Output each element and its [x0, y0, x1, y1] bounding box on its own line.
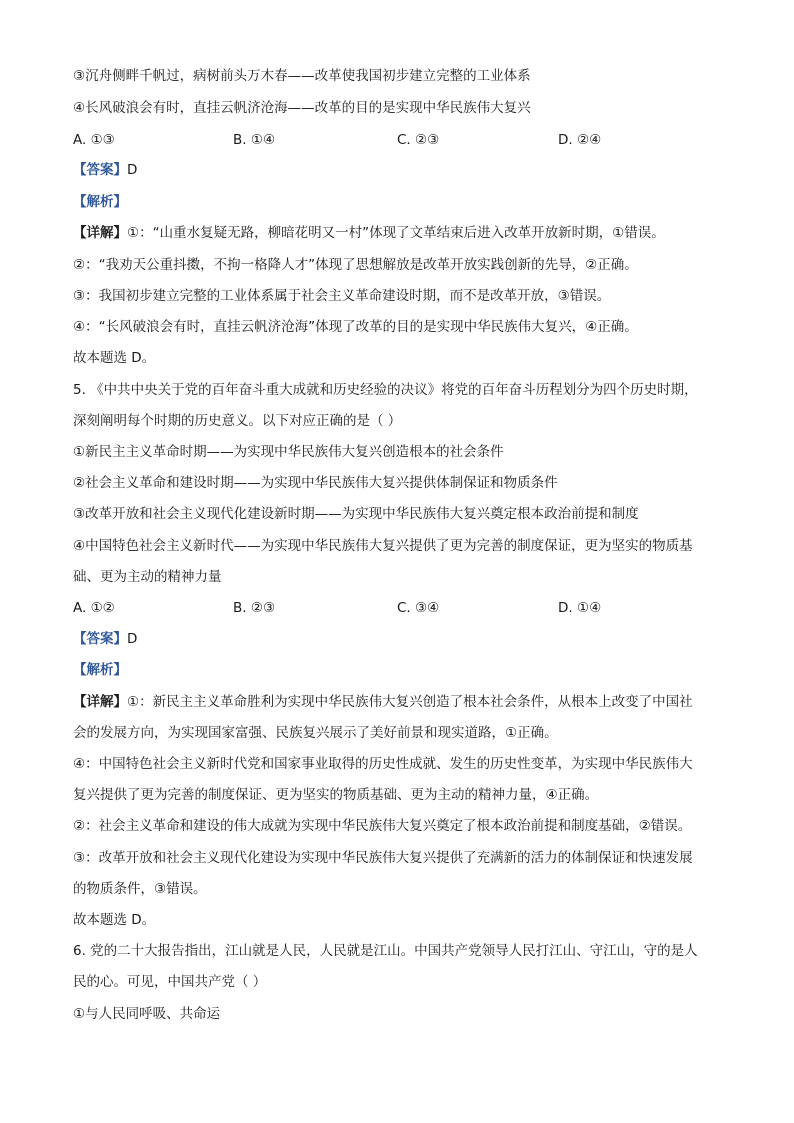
q5-stem-line-2: 深刻阐明每个时期的历史意义。以下对应正确的是（ ） — [73, 413, 402, 429]
q5-detail-3: ④：中国特色社会主义新时代党和国家事业取得的历史性成就、发生的历史性变革，为实现中华民族伟大 — [73, 756, 693, 772]
q5-detail-7: 的物质条件，③错误。 — [73, 881, 207, 897]
q5-detail-6: ③：改革开放和社会主义现代化建设为实现中华民族伟大复兴提供了充满新的活力的体制保证和快速发展 — [73, 850, 693, 866]
q6-stem-line-2: 民的心。可见，中国共产党（ ） — [73, 974, 267, 990]
q5-option-a: A. ①② — [73, 600, 115, 616]
q5-option-c: C. ③④ — [397, 600, 440, 616]
q4-detail-4: ④：“长风破浪会有时，直挂云帆济沧海”体现了改革的目的是实现中华民族伟大复兴，④正确。 — [73, 319, 638, 335]
q6-stem-line-1: 6. 党的二十大报告指出，江山就是人民，人民就是江山。中国共产党领导人民打江山、守江山，守的是人 — [73, 943, 698, 959]
q5-detail-1 — [73, 693, 733, 711]
q5-detail-4: 复兴提供了更为完善的制度保证、更为坚实的物质基础、更为主动的精神力量，④正确。 — [73, 787, 599, 803]
q4-answer — [73, 161, 733, 179]
q5-answer-value: D — [127, 631, 138, 647]
q5-detail-text-1: ①：新民主主义革命胜利为实现中华民族伟大复兴创造了根本社会条件，从根本上改变了中国社 — [127, 694, 693, 710]
q5-analysis-label: 【解析】 — [73, 662, 127, 678]
q5-answer-tag: 【答案】 — [73, 631, 127, 647]
q4-item-3: ③沉舟侧畔千帆过，病树前头万木春——改革使我国初步建立完整的工业体系 — [73, 68, 531, 84]
q4-item-4: ④长风破浪会有时，直挂云帆济沧海——改革的目的是实现中华民族伟大复兴 — [73, 100, 531, 116]
q5-item-2: ②社会主义革命和建设时期——为实现中华民族伟大复兴提供体制保证和物质条件 — [73, 475, 558, 491]
q4-option-d: D. ②④ — [558, 132, 602, 148]
q5-option-d: D. ①④ — [558, 600, 602, 616]
q5-item-4-line-1: ④中国特色社会主义新时代——为实现中华民族伟大复兴提供了更为完善的制度保证，更为坚实的物质基 — [73, 538, 693, 554]
q5-stem-line-1: 5. 《中共中央关于党的百年奋斗重大成就和历史经验的决议》将党的百年奋斗历程划分为四个历史时期， — [73, 382, 698, 398]
q4-conclusion: 故本题选 D。 — [73, 350, 156, 366]
q4-option-a: A. ①③ — [73, 132, 115, 148]
q4-detail-1 — [73, 224, 733, 242]
q4-option-b: B. ①④ — [233, 132, 276, 148]
q4-detail-3: ③：我国初步建立完整的工业体系属于社会主义革命建设时期，而不是改革开放，③错误。 — [73, 288, 611, 304]
q5-detail-5: ②：社会主义革命和建设的伟大成就为实现中华民族伟大复兴奠定了根本政治前提和制度基础，②错误。 — [73, 818, 692, 834]
q6-item-1: ①与人民同呼吸、共命运 — [73, 1006, 221, 1022]
q5-item-1: ①新民主主义革命时期——为实现中华民族伟大复兴创造根本的社会条件 — [73, 444, 504, 460]
q4-detail-tag: 【详解】 — [73, 225, 127, 241]
q4-answer-value: D — [127, 162, 138, 178]
q5-item-4-line-2: 础、更为主动的精神力量 — [73, 569, 222, 585]
q5-detail-tag: 【详解】 — [73, 694, 127, 710]
q5-detail-2: 会的发展方向，为实现国家富强、民族复兴展示了美好前景和现实道路，①正确。 — [73, 725, 558, 741]
q5-answer — [73, 630, 733, 648]
q4-option-c: C. ②③ — [397, 132, 440, 148]
q5-conclusion: 故本题选 D。 — [73, 912, 156, 928]
q5-analysis-tag — [73, 661, 733, 679]
q4-analysis-label: 【解析】 — [73, 194, 127, 210]
q4-answer-tag: 【答案】 — [73, 162, 127, 178]
q4-analysis-tag — [73, 193, 733, 211]
q5-option-b: B. ②③ — [233, 600, 276, 616]
q4-detail-2: ②：“我劝天公重抖擞，不拘一格降人才”体现了思想解放是改革开放实践创新的先导，②正确。 — [73, 257, 638, 273]
q5-item-3: ③改革开放和社会主义现代化建设新时期——为实现中华民族伟大复兴奠定根本政治前提和制度 — [73, 506, 639, 522]
q4-detail-text-1: ①：“山重水复疑无路，柳暗花明又一村”体现了文革结束后进入改革开放新时期，①错误。 — [127, 225, 665, 241]
